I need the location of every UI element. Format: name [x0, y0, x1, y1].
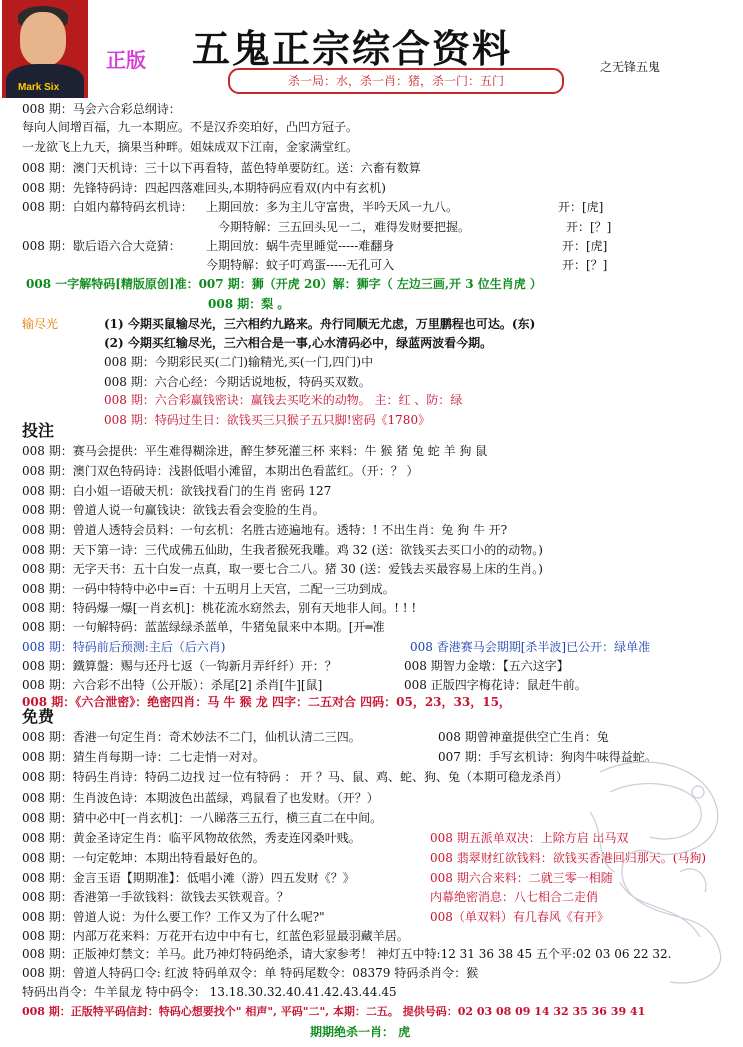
text-line: 008 期：特码生肖诗：特码二边找 过一位有特码 ： 开 ？马、鼠、鸡、蛇、狗、兔（本期可稳龙杀肖） [22, 770, 568, 784]
face-shape [20, 12, 66, 66]
text-line: 008 期：猜中必中[一肖玄机]：一八睇落三五行，横三直二在中间。 [22, 811, 383, 825]
text-line: 008 期：赛马会提供：平生难得糊涂进，醉生梦死灌三杯 来料：牛 猴 猪 兔 蛇 羊 狗 鼠 [22, 444, 488, 458]
pair-right: 008 期智力金墩：【五六这字】 [404, 659, 569, 673]
kill-banner-text: 杀一局：水，杀一肖：猪，杀一门：五门 [287, 74, 504, 88]
low-left: 008 期：猜生肖每期一诗：二七走悄一对对。 [22, 750, 265, 764]
edition-label: 正版 [106, 48, 146, 72]
xie-label: 008 期：歇后语六合大竞猜： [22, 239, 181, 253]
section-title: 投注 [22, 421, 55, 440]
text-line: 008 期：一码中特特中必中=百：十五明月上天宫，二配一三功到成。 [22, 582, 395, 596]
text-line: 008 期：曾道人说一句赢钱诀：欲钱去看会变脸的生肖。 [22, 503, 325, 517]
bai-last-open: 开：[虎] [558, 200, 604, 214]
text-line: 一龙欲飞上九天，摘果当种畔。姐妹成双下江南，金家满堂红。 [22, 140, 359, 154]
kill-banner [228, 68, 564, 94]
dragon-watermark-icon [580, 752, 730, 992]
page-title: 五鬼正宗综合资料 [192, 26, 513, 71]
low-right: 008 翡翠财红欲钱料：欲钱买香港回归那天。(马狗) [430, 851, 707, 865]
text-line: 008 期：曾道人透特会员料：一句玄机：名胜古迹遍地有。透特：! 不出生肖：兔 狗 牛 开? [22, 523, 508, 537]
low-right: 008 期曾神童提供空亡生肖：兔 [438, 730, 609, 744]
text-line: 008 期：澳门双色特码诗：浅斟低唱小滩留，本期出色看蓝红。（开：？ ） [22, 464, 419, 478]
author-label: 之无锋五鬼 [600, 60, 661, 74]
low-right: 008 期五派单双决：上除方启 出马双 [430, 831, 629, 845]
shuju-line: 008 期：六合彩赢钱密诀：赢钱去买吃米的动物。 主：红 、防：绿 [104, 393, 463, 407]
text-line: 特码出肖令：牛羊鼠龙 特中码令： 13.18.30.32.40.41.42.43.44.45 [22, 985, 397, 999]
avatar [2, 0, 88, 98]
bai-last: 上期回放：多为主儿守富贵，半吟天风一九八。 [206, 200, 459, 214]
low-left: 008 期：一句定乾坤：本期出特看最好色的。 [22, 851, 265, 865]
bai-now-open: 开：[？] [566, 220, 612, 234]
text-line: 008 期：特码爆一爆[一肖玄机]：桃花流水窈然去，别有天地非人间。! ! ! [22, 601, 417, 615]
xie-now-open: 开：[？] [562, 258, 608, 272]
text-line: 008 期：马会六合彩总纲诗： [22, 102, 181, 116]
xie-last-open: 开：[虎] [562, 239, 608, 253]
low-left: 008 期：黄金圣诗定生肖：临平风物故依然，秀麦连冈桑叶贱。 [22, 831, 361, 845]
xie-last: 上期回放：蜗牛壳里睡觉-----难翻身 [206, 239, 395, 253]
final-line: 期期绝杀一肖： 虎 [310, 1025, 411, 1039]
text-line: 008 期：一句解特码：蓝蓝绿绿杀蓝单，牛猪兔鼠来中本期。[开═准 [22, 620, 385, 634]
pair-left: 008 期：特码前后预测:主后（后六肖) [22, 640, 226, 654]
text-line: 008 期：先锋特码诗：四起四落难回头,本期特码应看双(内中有玄机) [22, 181, 386, 195]
text-line: 008 期：澳门天机诗：三十以下再看特，蓝色特单要防红。送：六畜有数算 [22, 161, 421, 175]
shuju-line: 008 期：特码过生日：欲钱买三只猴子五只脚!密码《1780》 [104, 413, 431, 427]
low-right: 008 期六合来料：二就三零一相随 [430, 871, 613, 885]
pingma-line: 008 期：正版特平码信封：特码心想要找个" 相声", 平码"二", 本期：二五。 提供号码：02 03 08 09 14 32 35 36 39 41 [22, 1005, 646, 1018]
text-line: 008 期：无字天书：五十白发一点真，取一要七合二八。猪 30 (送：爱钱去买最容易上床的生肖。) [22, 562, 543, 576]
avatar-caption: Mark Six [18, 82, 60, 93]
low-left: 008 期：曾道人说：为什么要工作？工作又为了什么呢?" [22, 910, 325, 924]
section-title: 免费 [22, 707, 55, 726]
pair-left: 008 期：六合彩不出特（公开版）：杀尾[2] 杀肖[牛][鼠] [22, 678, 323, 692]
yizi-line: 008 一字解特码[精版原创]准：007 期：狮（开虎 20）解：狮字（ 左边三画,开 3 位生肖虎 ） [26, 277, 542, 291]
liuhe-line: 008 期：《六合泄密》：绝密四肖：马 牛 猴 龙 四字：二五对合 四码：05，23，33，15， [22, 695, 511, 709]
pair-left: 008 期：鐵算盤：赐与还丹七返（一钩新月弄纤纤）开：？ [22, 659, 337, 673]
text-line: 008 期：曾道人特码口令: 红波 特码单双令：单 特码尾数令：08379 特码杀肖令：猴 [22, 966, 479, 980]
text-line: 008 期：内部万花来料：万花开右边中中有七，红蓝色彩显最羽藏羊居。 [22, 929, 409, 943]
text-line: 008 期：正版神灯禁文：羊马。此乃神灯特码绝杀，请大家参考！ 神灯五中特:12 31 36 38 45 五个平:02 03 06 22 32. [22, 947, 672, 961]
text-line: 008 期：天下第一诗：三代成佛五仙助，生我者猴死我雕。鸡 32 (送：欲钱买去买口小的的动物。) [22, 543, 543, 557]
text-line: 008 期：白小姐一语破天机：欲钱找看门的生肖 密码 127 [22, 484, 332, 498]
shuju-line: (2) 今期买红输尽光，三六相合是一事,心水清码必中，绿蓝两波看今期。 [104, 336, 493, 350]
low-right: 内幕绝密消息：八七相合二走俏 [430, 890, 599, 904]
low-left: 008 期：金言玉语【期期准】：低唱小滩（游）四五发财《？》 [22, 871, 355, 885]
low-left: 008 期：香港第一手欲钱料：欲钱去买铁观音。？ [22, 890, 289, 904]
shuju-line: 008 期：六合心经：今期话说地板，特码买双数。 [104, 375, 371, 389]
bai-now: 今期特解：三五回头见一二，难得发财要把握。 [218, 220, 471, 234]
low-left: 008 期：香港一句定生肖：奇术妙法不二门，仙机认清二三四。 [22, 730, 361, 744]
shuju-line: (1) 今期买鼠输尽光，三六相约九路来。舟行同顺无尤虑，万里鹏程也可达。(东) [104, 317, 536, 331]
text-line: 每向人间增百福，九一本期应。不是汉乔奕珀好，凸凹方冠子。 [22, 120, 359, 134]
low-right: 007 期：手写玄机诗：狗肉牛味得益蛇。 [438, 750, 657, 764]
shuju-label: 输尽光 [22, 317, 59, 331]
xie-now: 今期特解：蚊子叮鸡蛋-----无孔可入 [206, 258, 395, 272]
text-line: 008 期：生肖波色诗：本期波色出蓝绿，鸡鼠看了也发财。（开？） [22, 791, 379, 805]
bai-label: 008 期：白姐内幕特码玄机诗： [22, 200, 193, 214]
shuju-line: 008 期：今期彩民买(二门)输精光,买(一门,四门)中 [104, 355, 374, 369]
yizi-line-2: 008 期：梨 。 [208, 297, 290, 311]
pair-right: 008 香港赛马会期期[杀半波]已公开：绿单准 [410, 640, 651, 654]
pair-right: 008 正版四字梅花诗：鼠赶牛前。 [404, 678, 587, 692]
low-right: 008（单双料）有几春风《有开》 [430, 910, 609, 924]
